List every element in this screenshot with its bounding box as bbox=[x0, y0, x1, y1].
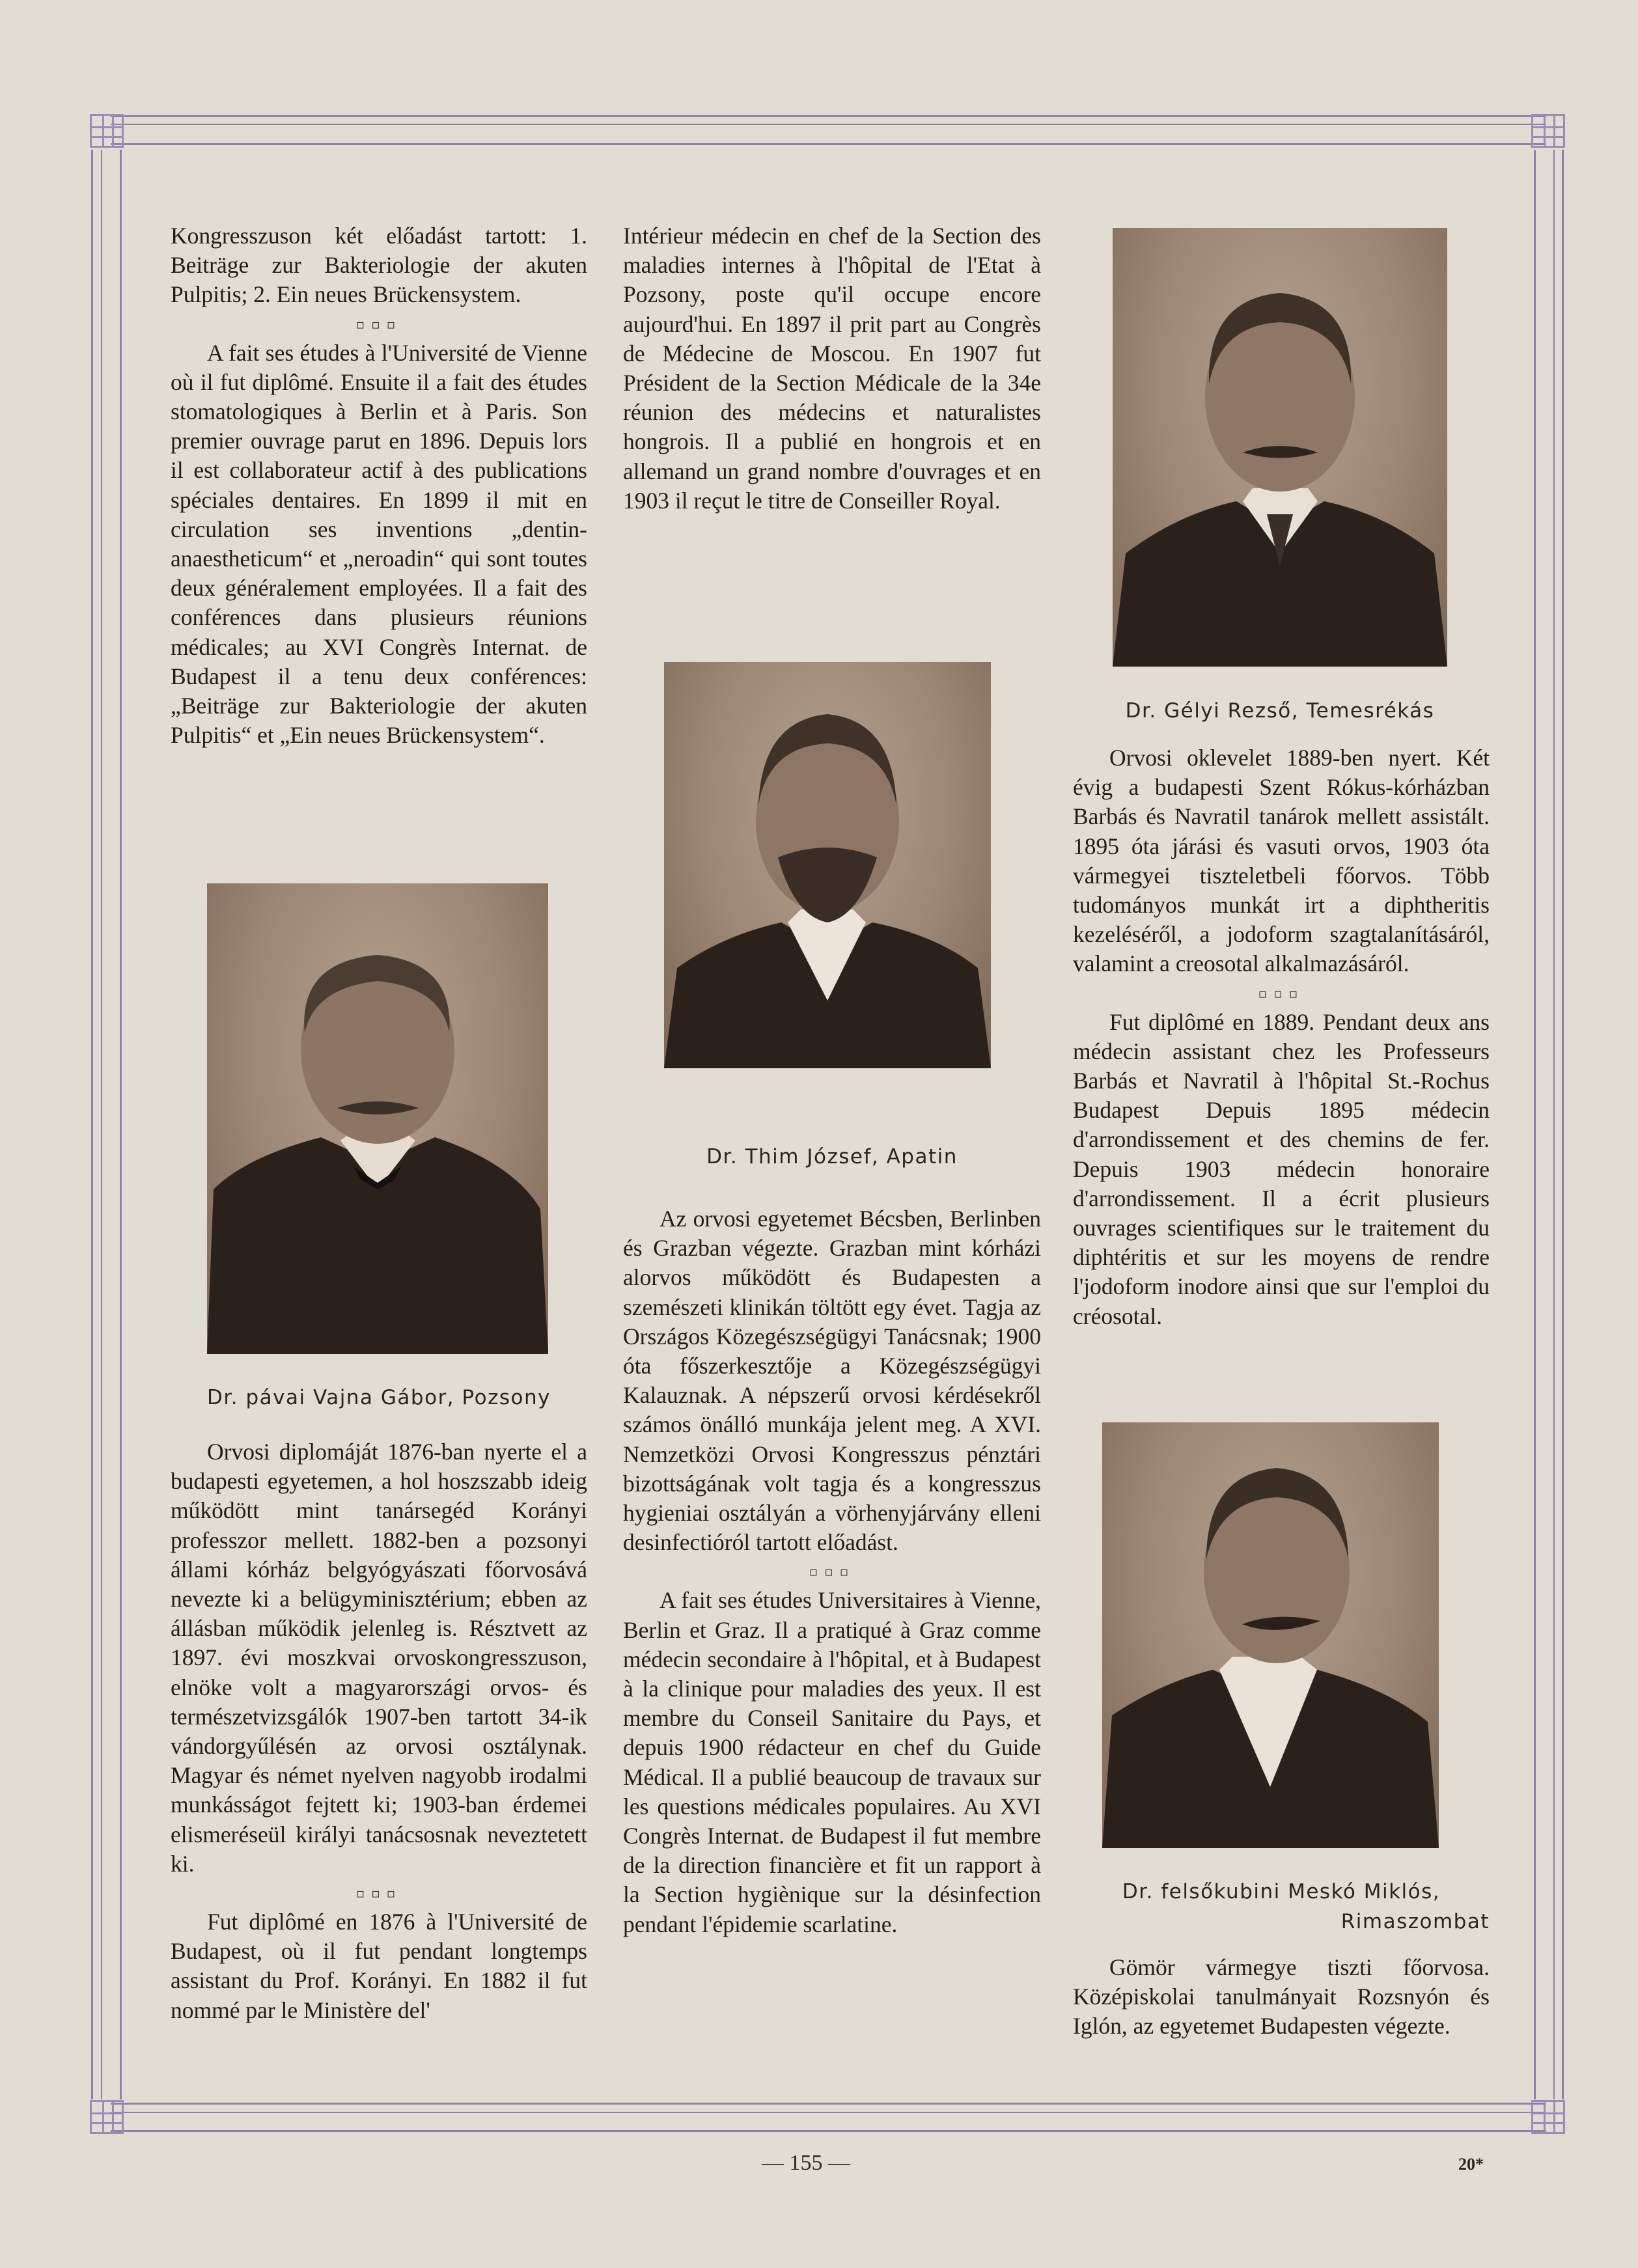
frame-top-outer bbox=[111, 115, 1546, 117]
frame-right-inner bbox=[1553, 150, 1555, 2099]
frame-top-inner bbox=[111, 124, 1546, 125]
column-2-bottom bbox=[623, 1204, 1041, 1939]
page-number: — 155 — bbox=[762, 2151, 850, 2175]
col1-french-paragraph: A fait ses études à l'Université de Vienne où il fut diplômé. Ensuite il a fait des études stomatologiques à Berlin et à Paris. Son premier ouvrage parut en 1896. Depuis lors il est collaborateur actif à des publications spéciales dentaires. En 1899 il mit en circulation ses inventions „dentin-anaestheticum“ et „neroadin“ qui sont toutes deux généralement employées. Il a fait des conférences dans plusieurs réunions médicales; au XVI Congrès Internat. de Budapest il a tenu deux conférences: „Beiträge zur Bakteriologie der akuten Pulpitis“ et „Ein neues Brückensystem“. bbox=[171, 339, 587, 749]
frame-corner-bottom-left bbox=[90, 2100, 124, 2134]
column-3-middle bbox=[1073, 743, 1490, 1331]
col1-top-paragraph: Kongresszuson két előadást tartott: 1. Beiträge zur Bakteriologie der akuten Pulpitis; 2. Ein neues Brückensystem. bbox=[171, 223, 587, 308]
portrait-gelyi-photo bbox=[1113, 228, 1447, 667]
column-3-bottom bbox=[1073, 1953, 1490, 2041]
caption-thim: Dr. Thim József, Apatin bbox=[706, 1145, 958, 1169]
frame-corner-top-right bbox=[1531, 114, 1565, 148]
separator-ornament: ▫▫▫ bbox=[355, 1885, 402, 1902]
portrait-mesko-figure bbox=[1102, 1422, 1439, 1848]
signature-mark: 20* bbox=[1458, 2155, 1484, 2174]
column-1-bottom bbox=[171, 1437, 587, 2025]
frame-right-inner2 bbox=[1534, 150, 1536, 2099]
portrait-vajna-photo bbox=[207, 883, 548, 1354]
frame-corner-bottom-right bbox=[1531, 2100, 1565, 2134]
col2-french-paragraph: A fait ses études Universitaires à Vienne, Berlin et Graz. Il a pratiqué à Graz comme médecin secondaire à l'hôpital, et à Budapest à la clinique pour maladies des yeux. Il est membre du Conseil Sanitaire du Pays, et depuis 1900 rédacteur en chef du Guide Médical. Il a publié beaucoup de travaux sur les questions médicales populaires. Au XVI Congrès Internat. de Budapest il fut membre de la direction financière et fit un rapport à la Section hygiènique sur la désinfection pendant l'épidemie scarlatine. bbox=[623, 1587, 1041, 1937]
frame-top-inner2 bbox=[111, 143, 1546, 145]
col1-hungarian-paragraph: Orvosi diplomáját 1876-ban nyerte el a budapesti egyetemen, a hol hoszszabb ideig működött mint tanársegéd Korányi professzor mellett. 1882-ben a pozsonyi állami kórház belgyógyászati főorvosává nevezte ki a belügyminisztérium; ebben az állásban működik jelenleg is. Résztvett az 1897. évi moszkvai orvoskongresszuson, elnöke volt a magyarországi orvos- és természetvizsgálók 1907-ben tartott 34-ik vándorgyűlésén az orvosi osztálynak. Magyar és német nyelven nagyobb irodalmi munkásságot fejtett ki; 1903-ban érdemei elismeréseül királyi tanácsosnak neveztetett ki. bbox=[171, 1439, 587, 1877]
caption-gelyi: Dr. Gélyi Rezső, Temesrékás bbox=[1125, 699, 1435, 723]
col1-french-paragraph-2: Fut diplômé en 1876 à l'Université de Budapest, où il fut pendant longtemps assistant du Prof. Korányi. En 1882 il fut nommé par le Ministère del' bbox=[171, 1909, 587, 2023]
portrait-mesko-photo bbox=[1102, 1422, 1439, 1848]
portrait-thim-figure bbox=[664, 662, 991, 1068]
frame-left-inner2 bbox=[120, 150, 122, 2099]
caption-mesko-line1: Dr. felsőkubini Meskó Miklós, bbox=[1122, 1880, 1441, 1903]
caption-vajna: Dr. pávai Vajna Gábor, Pozsony bbox=[207, 1386, 551, 1409]
frame-bottom-inner bbox=[111, 2112, 1546, 2113]
portrait-gelyi-figure bbox=[1113, 228, 1447, 667]
col3-french-paragraph: Fut diplômé en 1889. Pendant deux ans médecin assistant chez les Professeurs Barbás et Navratil à l'hôpital St.-Rochus Budapest Depuis 1895 médecin d'arrondissement et des chemins de fer. Depuis 1903 médecin honoraire d'arrondissement. Il a écrit plusieurs ouvrages scientifiques sur le traitement du diphtéritis et sur les moyens de rendre l'jodoform inodore ainsi que sur l'emploi du créosotal. bbox=[1073, 1008, 1490, 1329]
frame-right-outer bbox=[1562, 150, 1564, 2099]
frame-left-outer bbox=[91, 150, 93, 2099]
col3-hungarian-paragraph-2: Gömör vármegye tiszti főorvosa. Középiskolai tanulmányait Rozsnyón és Iglón, az egyetemet Budapesten végezte. bbox=[1073, 1954, 1490, 2040]
frame-bottom-outer bbox=[111, 2103, 1546, 2105]
frame-bottom-inner2 bbox=[111, 2130, 1546, 2132]
separator-ornament: ▫▫▫ bbox=[1258, 985, 1305, 1001]
separator-ornament: ▫▫▫ bbox=[809, 1564, 855, 1580]
separator-ornament: ▫▫▫ bbox=[355, 316, 402, 332]
col2-hungarian-paragraph: Az orvosi egyetemet Bécsben, Berlinben és Grazban végezte. Grazban mint kórházi alorvos működött és Budapesten a szemészeti klinikán töltött egy évet. Tagja az Országos Közegészségügyi Tanácsnak; 1900 óta főszerkesztője a Közegészségügyi Kalauznak. A népszerű orvosi kérdésekről számos önálló munkája jelent meg. A XVI. Nemzetközi Orvosi Kongresszus pénztári bizottságának volt tagja és a kongresszus hygieniai osztályán a vörhenyjárvány elleni desinfectióról tartott előadást. bbox=[623, 1206, 1041, 1556]
col3-hungarian-paragraph: Orvosi oklevelet 1889-ben nyert. Két évig a budapesti Szent Rókus-kórházban Barbás és Navratil tanárok mellett assistált. 1895 óta járási és vasuti orvos, 1903 óta vármegyei tiszteletbeli főorvos. Több tudományos munkát irt a diphtheritis kezeléséről, a jodoform szagtalanításáról, valamint a creosotal alkalmazásáról. bbox=[1073, 745, 1490, 977]
portrait-thim-photo bbox=[664, 662, 991, 1068]
frame-left-inner bbox=[101, 150, 102, 2099]
portrait-vajna-figure bbox=[207, 883, 548, 1354]
col2-top-paragraph: Intérieur médecin en chef de la Section des maladies internes à l'hôpital de l'Etat à Pozsony, poste qu'il occupe encore aujourd'hui. En 1897 il prit part au Congrès de Médecine de Moscou. En 1907 fut Président de la Section Médicale de la 34e réunion des médecins et naturalistes hongrois. Il a publié en hongrois et en allemand un grand nombre d'ouvrages et en 1903 il reçut le titre de Conseiller Royal. bbox=[623, 223, 1041, 514]
frame-corner-top-left bbox=[90, 114, 124, 148]
column-2-top bbox=[623, 221, 1041, 516]
caption-mesko-line2: Rimaszombat bbox=[1340, 1910, 1490, 1933]
column-1-top bbox=[171, 221, 587, 750]
